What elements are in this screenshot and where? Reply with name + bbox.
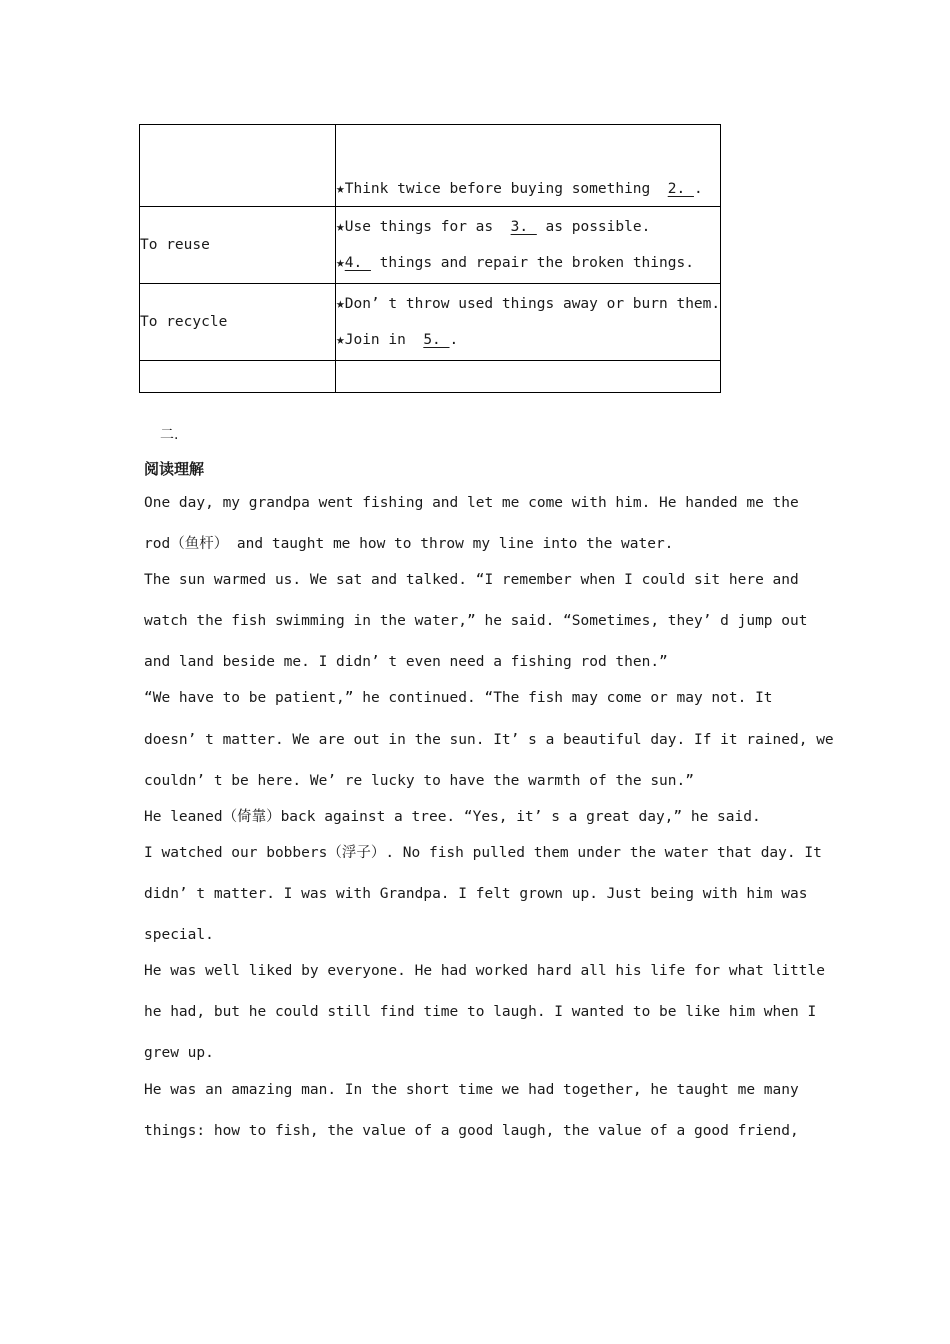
table-row [140, 284, 721, 361]
passage-line: special. [144, 927, 214, 943]
passage-line: He leaned（倚靠）back against a tree. “Yes, it’ s a great day,” he said. [144, 809, 761, 825]
section-title: 阅读理解 [144, 460, 205, 478]
category-label: To reuse [140, 237, 210, 253]
table-cell-details [336, 207, 721, 284]
passage-line: he had, but he could still find time to laugh. I wanted to be like him when I [144, 1004, 817, 1020]
table-cell-category [140, 361, 336, 393]
detail-line [336, 254, 720, 272]
table-cell-category [140, 207, 336, 284]
summary-table [139, 124, 721, 393]
passage-line: grew up. [144, 1045, 214, 1061]
detail-text: ★ [336, 255, 345, 271]
detail-text: ★Think twice before buying something [336, 180, 668, 197]
passage-line: He was an amazing man. In the short time we had together, he taught me many [144, 1082, 799, 1098]
detail-line [336, 331, 720, 349]
detail-text-end: . [693, 180, 703, 197]
passage-line: things: how to fish, the value of a good laugh, the value of a good friend, [144, 1123, 799, 1139]
passage-line: couldn’ t be here. We’ re lucky to have the warmth of the sun.” [144, 773, 694, 789]
table-row [140, 207, 721, 284]
table-cell-details [336, 361, 721, 393]
detail-text: ★Don’ t throw used things away or burn them. [336, 296, 721, 312]
table-cell-category [140, 284, 336, 361]
answer-blank-4: 4. [344, 255, 371, 271]
answer-blank-3: 3. [510, 219, 537, 235]
table-cell-details [336, 284, 721, 361]
detail-text-end: things and repair the broken things. [370, 255, 694, 271]
answer-blank-5: 5. [423, 332, 450, 348]
passage-line: rod（鱼杆） and taught me how to throw my line into the water. [144, 536, 674, 552]
category-label: To recycle [140, 314, 228, 330]
detail-text-end: . [449, 332, 459, 348]
detail-text: ★Use things for as [336, 219, 511, 235]
passage-line: I watched our bobbers（浮子）. No fish pulled them under the water that day. It [144, 845, 822, 861]
table-row [140, 125, 721, 207]
detail-line [336, 295, 720, 313]
section-number: 二. [160, 427, 179, 443]
passage-line: The sun warmed us. We sat and talked. “I remember when I could sit here and [144, 572, 799, 588]
passage-line: watch the fish swimming in the water,” he said. “Sometimes, they’ d jump out [144, 613, 808, 629]
detail-text-end: as possible. [536, 219, 651, 235]
table-row [140, 361, 721, 393]
passage-line: He was well liked by everyone. He had worked hard all his life for what little [144, 963, 825, 979]
passage-line: “We have to be patient,” he continued. “The fish may come or may not. It [144, 690, 773, 706]
detail-line [336, 218, 720, 236]
detail-text: ★Join in [336, 332, 424, 348]
passage-line: and land beside me. I didn’ t even need a fishing rod then.” [144, 654, 668, 670]
passage-line: One day, my grandpa went fishing and let me come with him. He handed me the [144, 495, 799, 511]
detail-line [336, 180, 720, 198]
answer-blank-2: 2. [667, 180, 694, 197]
passage-line: doesn’ t matter. We are out in the sun. It’ s a beautiful day. If it rained, we [144, 732, 834, 748]
passage-line: didn’ t matter. I was with Grandpa. I felt grown up. Just being with him was [144, 886, 808, 902]
table-cell-details [336, 125, 721, 207]
table-cell-category [140, 125, 336, 207]
